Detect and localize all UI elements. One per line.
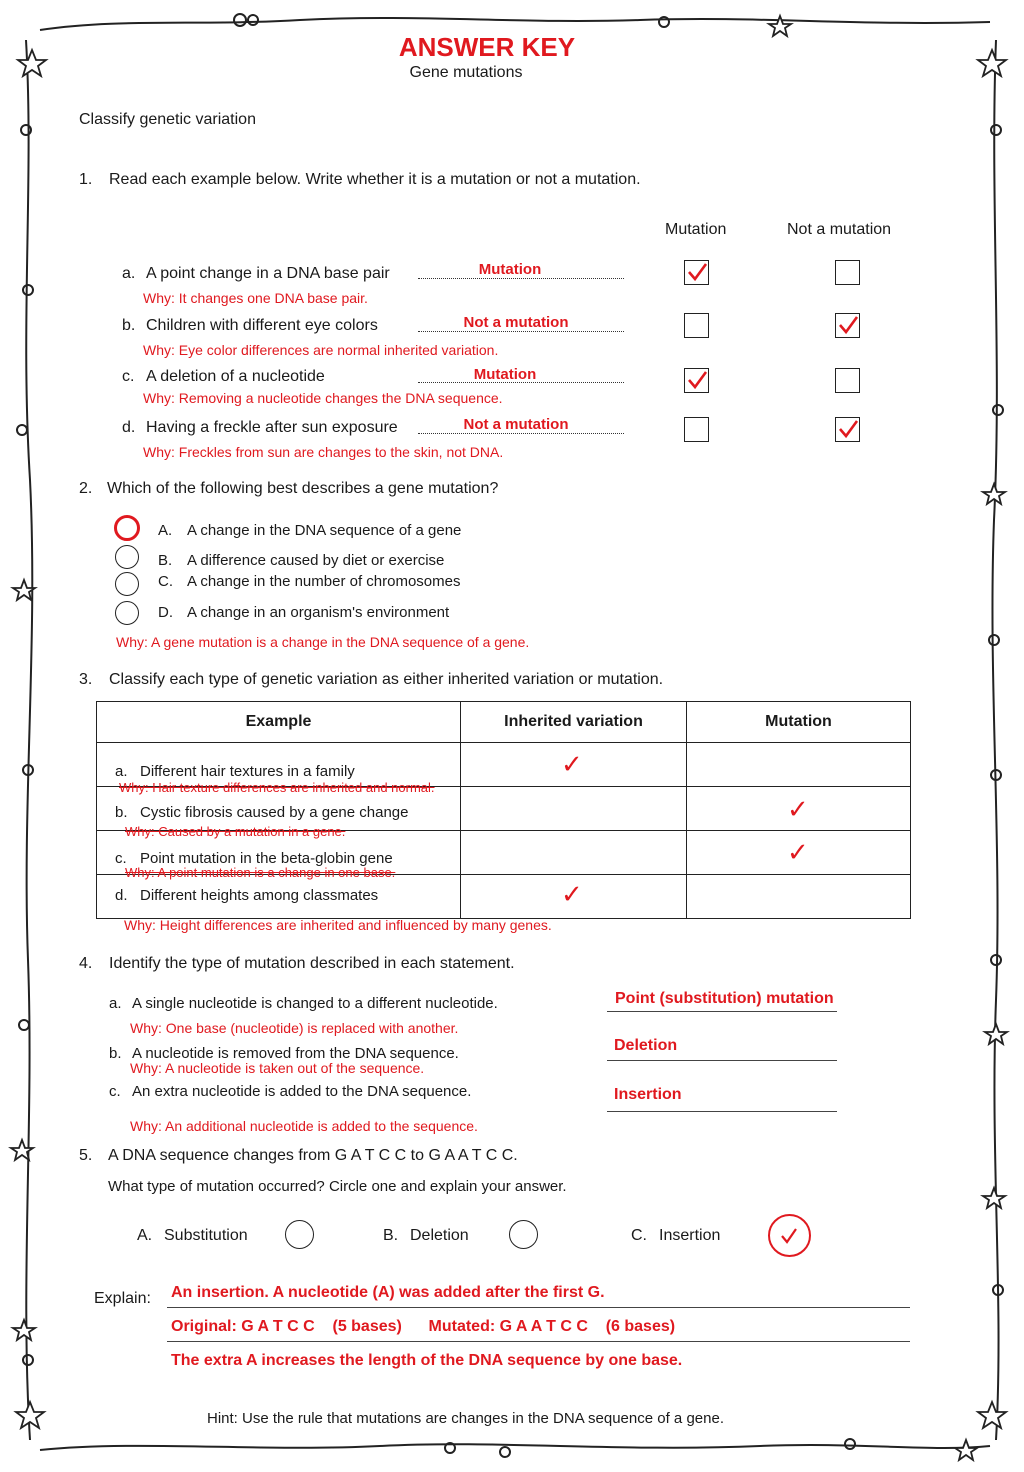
row-letter: d.: [115, 887, 128, 904]
q3-prompt: Classify each type of genetic variation as either inherited variation or mutation.: [109, 671, 664, 688]
q1-col-not-mutation: Not a mutation: [787, 221, 892, 238]
q2-option-radio[interactable]: [115, 601, 139, 625]
q5-option-letter: C.: [631, 1227, 647, 1244]
q2-why: Why: A gene mutation is a change in the DNA sequence of a gene.: [116, 634, 530, 650]
q2-option-radio[interactable]: [115, 545, 139, 569]
row-text: Cystic fibrosis caused by a gene change: [140, 804, 409, 821]
answer-blank: [418, 331, 624, 332]
row-text: Different hair textures in a family: [140, 763, 355, 780]
table-header-inherited: Inherited variation: [461, 702, 687, 743]
q2-number: 2.: [79, 480, 93, 497]
hint-text: Hint: Use the rule that mutations are changes in the DNA sequence of a gene.: [207, 1410, 724, 1427]
q5-option-circle[interactable]: [285, 1220, 314, 1249]
check-icon: [837, 418, 859, 440]
q4-item-text: A nucleotide is removed from the DNA sequence.: [132, 1045, 459, 1062]
check-icon: ✓: [787, 837, 809, 867]
explain-line-3: The extra A increases the length of the DNA sequence by one base.: [171, 1352, 683, 1369]
mutation-checkbox[interactable]: [684, 260, 709, 285]
row-letter: a.: [115, 763, 128, 780]
check-icon: [686, 369, 708, 391]
explain-label: Explain:: [94, 1290, 151, 1307]
q2-option-letter: D.: [158, 604, 173, 621]
q5-option-text: Deletion: [410, 1227, 469, 1244]
q1-why: Why: Freckles from sun are changes to the skin, not DNA.: [143, 444, 504, 460]
q1-answer: Mutation: [478, 261, 542, 278]
q5-number: 5.: [79, 1147, 93, 1164]
check-icon: ✓: [561, 749, 583, 779]
q4-why: Why: An additional nucleotide is added to the sequence.: [130, 1118, 478, 1134]
q1-item-text: A deletion of a nucleotide: [146, 368, 325, 385]
q4-item-letter: c.: [109, 1083, 121, 1100]
q4-item-text: An extra nucleotide is added to the DNA sequence.: [132, 1083, 472, 1100]
q4-why: Why: A nucleotide is taken out of the sequence.: [130, 1060, 425, 1076]
q2-option-text: A change in the number of chromosomes: [187, 573, 461, 590]
q2-option-text: A difference caused by diet or exercise: [187, 552, 445, 569]
row-why: Why: Hair texture differences are inherited and normal.: [119, 780, 435, 795]
q1-prompt: Read each example below. Write whether it is a mutation or not a mutation.: [109, 171, 641, 188]
row-letter: b.: [115, 804, 128, 821]
q1-item-text: A point change in a DNA base pair: [146, 265, 390, 282]
not-mutation-checkbox[interactable]: [835, 260, 860, 285]
q5-option-text: Substitution: [164, 1227, 248, 1244]
answer-blank: [418, 433, 624, 434]
q1-answer: Not a mutation: [463, 314, 569, 331]
q4-number: 4.: [79, 955, 93, 972]
explain-line-1: An insertion. A nucleotide (A) was added after the first G.: [171, 1284, 605, 1301]
row-why: Why: Caused by a mutation in a gene.: [125, 824, 346, 839]
not-mutation-checkbox[interactable]: [835, 368, 860, 393]
check-icon: ✓: [787, 794, 809, 824]
q4-item-text: A single nucleotide is changed to a different nucleotide.: [132, 995, 498, 1012]
row-text: Point mutation in the beta-globin gene: [140, 850, 393, 867]
q4-item-letter: a.: [109, 995, 122, 1012]
q2-prompt: Which of the following best describes a gene mutation?: [107, 480, 499, 497]
q1-why: Why: Removing a nucleotide changes the DNA sequence.: [143, 390, 503, 406]
table-row: [97, 831, 911, 875]
q4-answer: Insertion: [614, 1086, 682, 1103]
explain-line-2: Original: G A T C C (5 bases) Mutated: G A A T C C (6 bases): [171, 1318, 676, 1335]
row-letter: c.: [115, 850, 127, 867]
explain-rule: [167, 1307, 910, 1308]
q1-col-mutation: Mutation: [665, 221, 727, 238]
q2-option-letter: C.: [158, 573, 173, 590]
answer-line: [607, 1060, 837, 1061]
q1-item-letter: d.: [122, 419, 136, 436]
q3-number: 3.: [79, 671, 93, 688]
q2-option-letter: B.: [158, 552, 173, 569]
mutation-checkbox[interactable]: [684, 417, 709, 442]
mutation-checkbox[interactable]: [684, 313, 709, 338]
q5-option-letter: B.: [383, 1227, 399, 1244]
not-mutation-checkbox[interactable]: [835, 417, 860, 442]
answer-line: [607, 1111, 837, 1112]
section-heading: Classify genetic variation: [79, 111, 256, 128]
check-icon: [778, 1225, 800, 1247]
q4-why: Why: One base (nucleotide) is replaced with another.: [130, 1020, 459, 1036]
q5-prompt-2: What type of mutation occurred? Circle one and explain your answer.: [108, 1178, 567, 1195]
q1-answer: Mutation: [473, 366, 537, 383]
mutation-checkbox[interactable]: [684, 368, 709, 393]
check-icon: [837, 314, 859, 336]
q5-option-letter: A.: [137, 1227, 153, 1244]
check-icon: [686, 261, 708, 283]
answer-line: [607, 1011, 837, 1012]
q5-option-circle-selected[interactable]: [768, 1214, 811, 1257]
q2-option-text: A change in an organism's environment: [187, 604, 450, 621]
q4-answer: Deletion: [614, 1037, 678, 1054]
q4-prompt: Identify the type of mutation described in each statement.: [109, 955, 515, 972]
table-row: [97, 875, 911, 919]
q5-prompt: A DNA sequence changes from G A T C C to G A A T C C.: [108, 1147, 518, 1164]
q1-item-letter: b.: [122, 317, 136, 334]
q2-option-letter: A.: [158, 522, 173, 539]
q1-number: 1.: [79, 171, 93, 188]
explain-rule: [167, 1341, 910, 1342]
q1-item-letter: a.: [122, 265, 136, 282]
q1-item-text: Children with different eye colors: [146, 317, 378, 334]
q1-why: Why: Eye color differences are normal inherited variation.: [143, 342, 499, 358]
table-header-mutation: Mutation: [687, 702, 911, 743]
q5-option-circle[interactable]: [509, 1220, 538, 1249]
q1-item-letter: c.: [122, 368, 135, 385]
q2-option-radio[interactable]: [115, 572, 139, 596]
q1-item-text: Having a freckle after sun exposure: [146, 419, 398, 436]
table-header-example: Example: [97, 702, 461, 743]
q4-answer: Point (substitution) mutation: [615, 990, 834, 1007]
not-mutation-checkbox[interactable]: [835, 313, 860, 338]
q3-row-d-why: Why: Height differences are inherited and influenced by many genes.: [124, 917, 552, 933]
q1-why: Why: It changes one DNA base pair.: [143, 290, 368, 306]
q1-answer: Not a mutation: [463, 416, 569, 433]
q5-option-text: Insertion: [659, 1227, 721, 1244]
q4-item-letter: b.: [109, 1045, 122, 1062]
table-row: [97, 787, 911, 831]
classification-table: [96, 701, 911, 919]
q2-option-text: A change in the DNA sequence of a gene: [187, 522, 462, 539]
table-row: [97, 743, 911, 787]
row-text: Different heights among classmates: [140, 887, 379, 904]
page-subtitle: Gene mutations: [409, 64, 523, 81]
q2-option-radio-selected[interactable]: [114, 515, 140, 541]
row-why: Why: A point mutation is a change in one base.: [125, 865, 396, 880]
page-title: ANSWER KEY: [398, 32, 576, 62]
check-icon: ✓: [561, 879, 583, 909]
answer-blank: [418, 278, 624, 279]
